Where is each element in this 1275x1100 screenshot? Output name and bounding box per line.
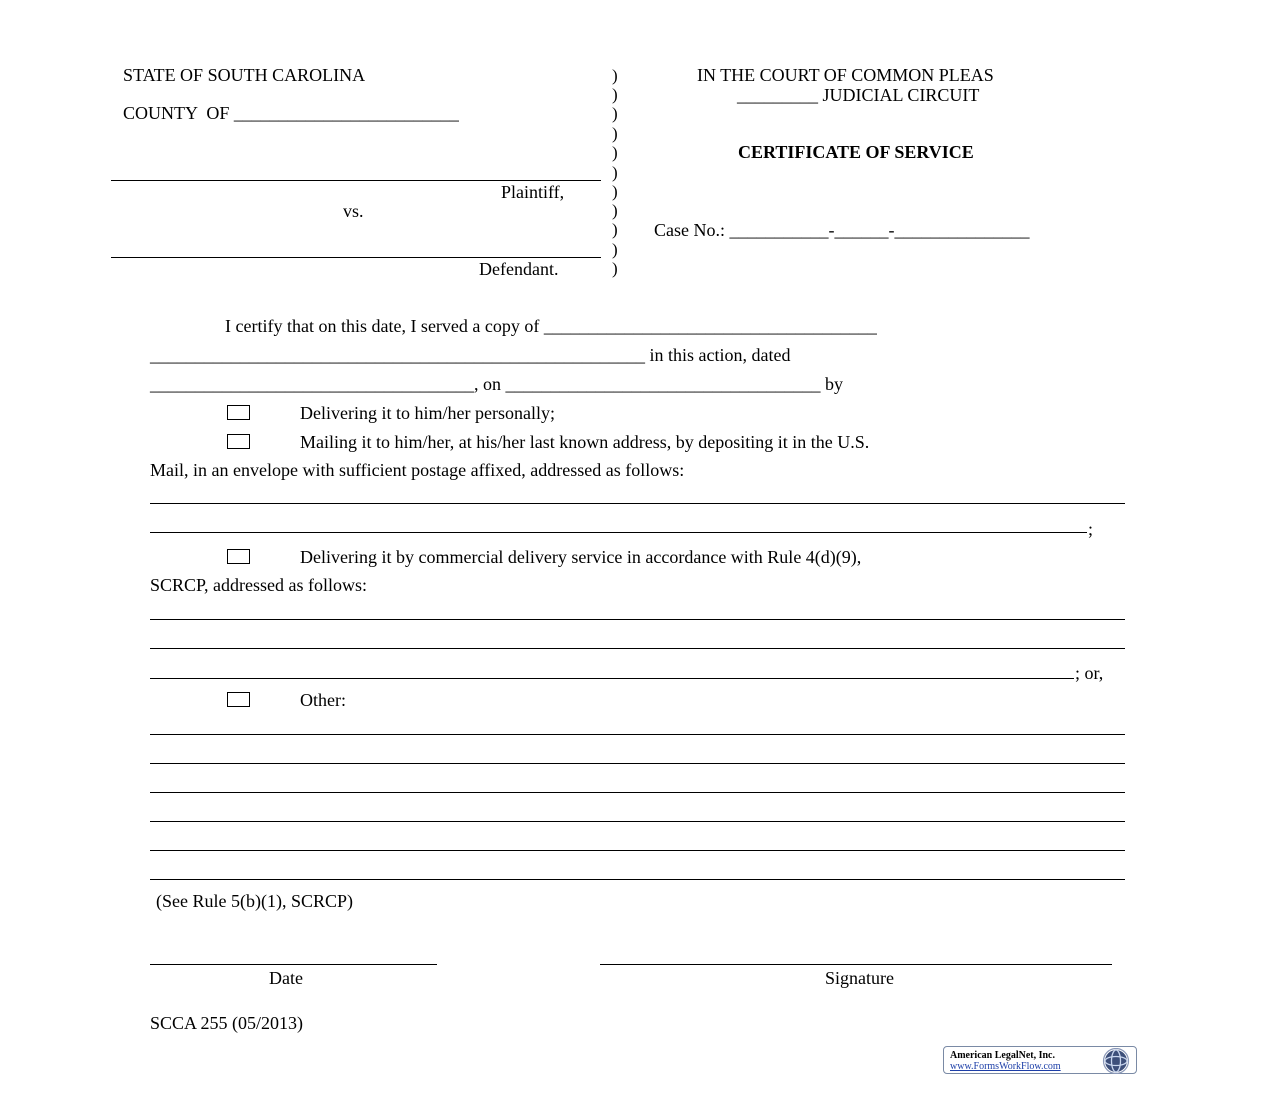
state-heading: STATE OF SOUTH CAROLINA bbox=[123, 65, 366, 85]
other-details-line[interactable] bbox=[150, 850, 1125, 851]
date-line[interactable] bbox=[150, 964, 437, 965]
judicial-circuit-field[interactable]: _________ JUDICIAL CIRCUIT bbox=[737, 85, 980, 105]
caption-divider: ) bbox=[612, 201, 618, 220]
signature-label: Signature bbox=[825, 968, 894, 988]
other-details-line[interactable] bbox=[150, 734, 1125, 735]
other-details-line[interactable] bbox=[150, 763, 1125, 764]
commercial-address-line[interactable] bbox=[150, 619, 1125, 620]
defendant-label: Defendant. bbox=[479, 259, 559, 279]
caption-divider: ) bbox=[612, 240, 618, 259]
mail-address-end: ; bbox=[1088, 519, 1094, 539]
publisher-logo[interactable] bbox=[943, 1046, 1137, 1074]
publisher-link[interactable]: www.FormsWorkFlow.com bbox=[950, 1061, 1061, 1072]
caption-divider: ) bbox=[612, 182, 618, 201]
plaintiff-name-line[interactable] bbox=[111, 180, 601, 181]
commercial-delivery-label: Delivering it by commercial delivery service in accordance with Rule 4(d)(9), bbox=[300, 547, 862, 567]
versus-label: vs. bbox=[343, 201, 364, 221]
action-dated-line[interactable]: _______________________________________________________ in this action, dated bbox=[150, 345, 791, 365]
caption-divider: ) bbox=[612, 163, 618, 182]
county-field[interactable]: COUNTY OF _________________________ bbox=[123, 103, 459, 123]
personal-delivery-checkbox[interactable] bbox=[227, 405, 250, 420]
court-heading: IN THE COURT OF COMMON PLEAS bbox=[697, 65, 994, 85]
caption-divider: ) bbox=[612, 143, 618, 162]
caption-divider: ) bbox=[612, 259, 618, 278]
mail-delivery-checkbox[interactable] bbox=[227, 434, 250, 449]
publisher-name: American LegalNet, Inc. bbox=[950, 1050, 1055, 1061]
rule-reference-note: (See Rule 5(b)(1), SCRCP) bbox=[156, 891, 353, 911]
plaintiff-label: Plaintiff, bbox=[501, 182, 565, 202]
caption-divider: ) bbox=[612, 124, 618, 143]
caption-divider: ) bbox=[612, 220, 618, 239]
mail-delivery-label-cont: Mail, in an envelope with sufficient postage affixed, addressed as follows: bbox=[150, 460, 685, 480]
service-date-line[interactable]: ____________________________________, on ___________________________________ by bbox=[150, 374, 843, 394]
publisher-globe-icon bbox=[1099, 1048, 1133, 1074]
commercial-delivery-checkbox[interactable] bbox=[227, 549, 250, 564]
mail-delivery-label: Mailing it to him/her, at his/her last known address, by depositing it in the U.S. bbox=[300, 432, 870, 452]
other-details-line[interactable] bbox=[150, 821, 1125, 822]
other-delivery-checkbox[interactable] bbox=[227, 692, 250, 707]
other-delivery-label: Other: bbox=[300, 690, 346, 710]
mail-address-line[interactable] bbox=[150, 532, 1087, 533]
served-document-line[interactable]: I certify that on this date, I served a copy of _____________________________________ bbox=[225, 316, 877, 336]
case-number-field[interactable]: Case No.: ___________-______-_______________ bbox=[654, 220, 1030, 240]
personal-delivery-label: Delivering it to him/her personally; bbox=[300, 403, 555, 423]
date-label: Date bbox=[269, 968, 303, 988]
signature-line[interactable] bbox=[600, 964, 1112, 965]
caption-divider: ) bbox=[612, 104, 618, 123]
mail-address-line[interactable] bbox=[150, 503, 1125, 504]
caption-divider: ) bbox=[612, 66, 618, 85]
commercial-address-line[interactable] bbox=[150, 678, 1074, 679]
defendant-name-line[interactable] bbox=[111, 257, 601, 258]
other-details-line[interactable] bbox=[150, 879, 1125, 880]
document-title: CERTIFICATE OF SERVICE bbox=[738, 142, 974, 162]
commercial-address-line[interactable] bbox=[150, 648, 1125, 649]
commercial-address-end: ; or, bbox=[1075, 663, 1104, 683]
other-details-line[interactable] bbox=[150, 792, 1125, 793]
form-identifier: SCCA 255 (05/2013) bbox=[150, 1013, 304, 1033]
commercial-delivery-label-cont: SCRCP, addressed as follows: bbox=[150, 575, 368, 595]
caption-divider: ) bbox=[612, 85, 618, 104]
